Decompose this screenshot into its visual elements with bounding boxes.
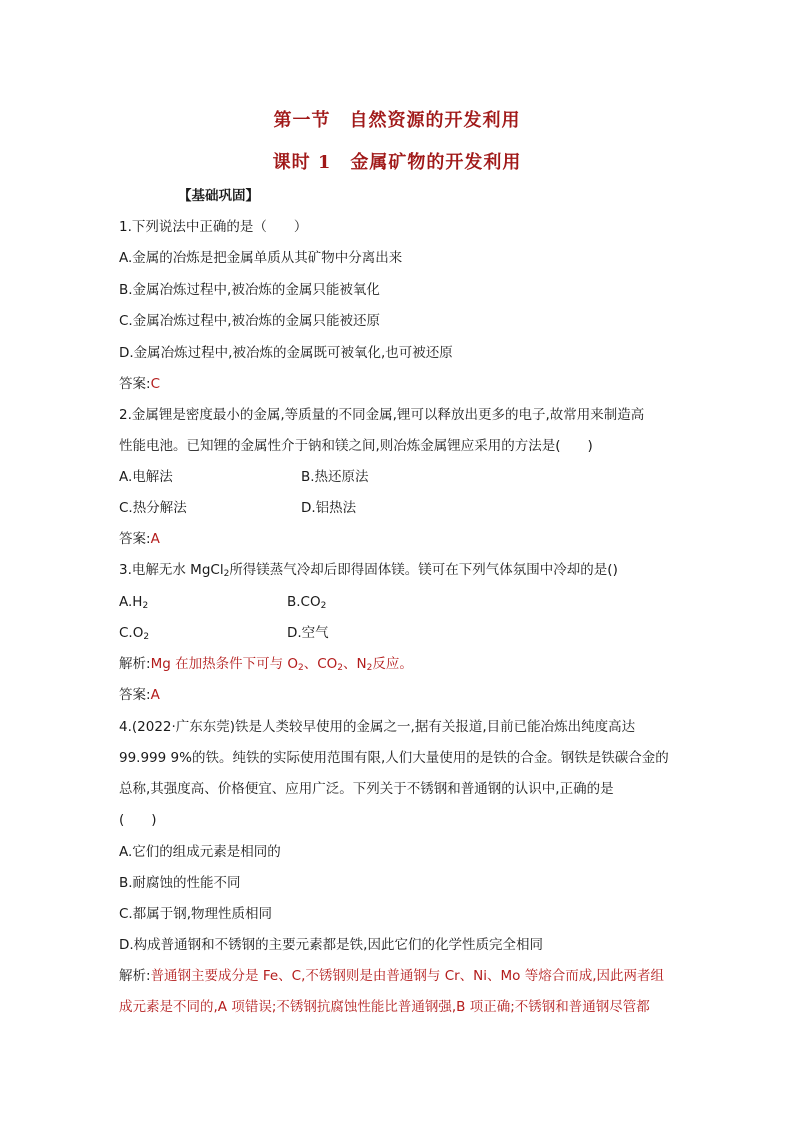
subscript: 2 <box>366 663 373 673</box>
option-text: B.CO <box>287 594 321 610</box>
subscript: 2 <box>142 601 149 611</box>
q3-analysis <box>119 655 678 673</box>
q1-option-b: B.金属冶炼过程中,被冶炼的金属只能被氧化 <box>119 282 380 298</box>
analysis-part: 、CO <box>303 656 338 672</box>
q2-stem-line-1: 2.金属锂是密度最小的金属,等质量的不同金属,锂可以释放出更多的电子,故常用来制造高 <box>119 407 645 423</box>
q4-stem-line-3: 总称,其强度高、价格便宜、应用广泛。下列关于不锈钢和普通钢的认识中,正确的是 <box>119 781 614 797</box>
subscript: 2 <box>223 569 230 579</box>
answer-value: A <box>150 687 160 703</box>
q2-option-b: B.热还原法 <box>301 469 369 485</box>
q2-option-c: C.热分解法 <box>119 500 187 516</box>
analysis-part: Mg 在加热条件下可与 O <box>150 656 298 672</box>
q4-option-c: C.都属于钢,物理性质相同 <box>119 906 273 922</box>
subscript: 2 <box>298 663 304 673</box>
q3-option-d: D.空气 <box>287 625 329 641</box>
q3-option-c <box>119 625 149 641</box>
q3-stem-text-rest: 所得镁蒸气冷却后即得固体镁。镁可在下列气体氛围中冷却的是() <box>229 562 618 578</box>
section-heading: 【基础巩固】 <box>178 188 259 204</box>
q1-stem: 1.下列说法中正确的是（ ） <box>119 219 308 235</box>
answer-label: 答案: <box>119 687 151 703</box>
subscript: 2 <box>143 632 150 642</box>
q2-stem-line-2: 性能电池。已知锂的金属性介于钠和镁之间,则冶炼金属锂应采用的方法是( ) <box>119 438 593 454</box>
page-title: 第一节 自然资源的开发利用 <box>273 110 521 131</box>
q3-answer <box>119 686 678 704</box>
q3-options-row-2 <box>119 624 678 642</box>
analysis-part: 反应。 <box>372 656 413 672</box>
q4-stem-line-4: ( ) <box>119 812 157 828</box>
option-text: A.H <box>119 594 143 610</box>
q4-stem-line-1: 4.(2022·广东东莞)铁是人类较早使用的金属之一,据有关报道,目前已能冶炼出纯度高达 <box>119 719 636 735</box>
q1-option-d: D.金属冶炼过程中,被冶炼的金属既可被氧化,也可被还原 <box>119 345 453 361</box>
q2-answer <box>119 530 678 548</box>
q2-option-a: A.电解法 <box>119 469 173 485</box>
q4-option-b: B.耐腐蚀的性能不同 <box>119 875 241 891</box>
q4-option-a: A.它们的组成元素是相同的 <box>119 844 281 860</box>
answer-value: C <box>150 376 160 392</box>
q4-analysis-line-2: 成元素是不同的,A 项错误;不锈钢抗腐蚀性能比普通钢强,B 项正确;不锈钢和普通钢尽管都 <box>119 999 650 1015</box>
q2-option-d: D.铝热法 <box>301 500 357 516</box>
answer-label: 答案: <box>119 531 151 547</box>
q3-option-a <box>119 594 148 610</box>
q1-option-c: C.金属冶炼过程中,被冶炼的金属只能被还原 <box>119 313 381 329</box>
q1-option-a: A.金属的冶炼是把金属单质从其矿物中分离出来 <box>119 250 403 266</box>
analysis-text: 普通钢主要成分是 Fe、C,不锈钢则是由普通钢与 Cr、Ni、Mo 等熔合而成,因此两者组 <box>150 968 665 984</box>
subscript: 2 <box>320 601 327 611</box>
q4-option-d: D.构成普通钢和不锈钢的主要元素都是铁,因此它们的化学性质完全相同 <box>119 937 543 953</box>
answer-value: A <box>150 531 160 547</box>
lesson-subtitle: 课时 1 金属矿物的开发利用 <box>272 152 522 173</box>
q3-stem <box>119 561 678 579</box>
q4-stem-line-2: 99.999 9%的铁。纯铁的实际使用范围有限,人们大量使用的是铁的合金。钢铁是铁碳合金的 <box>119 750 669 766</box>
q1-answer <box>119 375 678 393</box>
q2-options-row-2 <box>119 499 678 517</box>
q3-stem-text: 3.电解无水 MgCl <box>119 562 224 578</box>
q3-option-b <box>287 593 326 611</box>
q2-options-row-1 <box>119 468 678 486</box>
answer-label: 答案: <box>119 376 151 392</box>
analysis-text <box>151 656 413 672</box>
analysis-label: 解析: <box>119 968 151 984</box>
subscript: 2 <box>337 663 344 673</box>
analysis-part: 、N <box>343 656 367 672</box>
q4-analysis-line-1 <box>119 967 678 985</box>
option-text: C.O <box>119 625 144 641</box>
q3-options-row-1 <box>119 593 678 611</box>
analysis-label: 解析: <box>119 656 151 672</box>
